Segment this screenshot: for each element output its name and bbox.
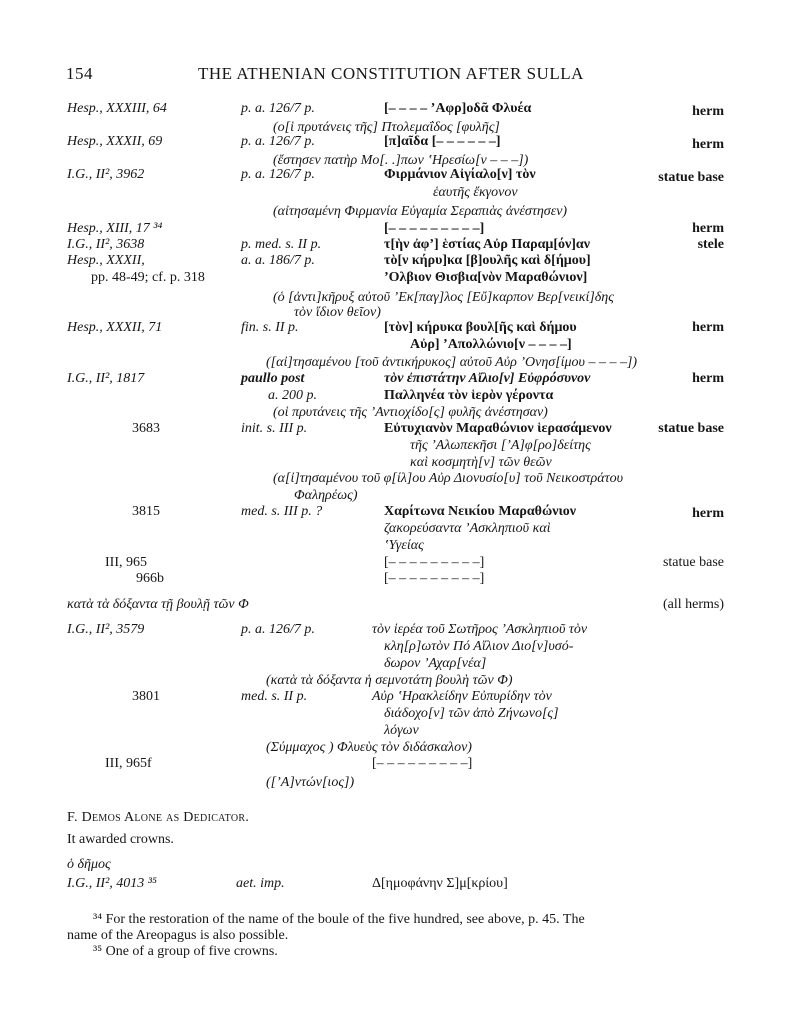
inscription-ref: Hesp., XXXII, bbox=[67, 253, 145, 268]
inscription-ref: I.G., II², 3962 bbox=[67, 167, 145, 182]
inscription-ref: III, 965f bbox=[105, 756, 152, 771]
monument-type: herm bbox=[692, 104, 724, 119]
inscription-ref: 3683 bbox=[132, 421, 160, 436]
inscription-date: fin. s. II p. bbox=[241, 320, 299, 335]
dedicator-line: (ἔστησεν πατὴρ Μο[. .]πων ʽΗρεσίω[ν – – –]) bbox=[273, 153, 529, 168]
dedicator-line: (ὁ [ἀντι]κῆρυξ αὐτοῦ ʼΕκ[παγ]λος [Εὔ]καρπον Βερ[νεικί]δης bbox=[273, 290, 614, 305]
monument-type: statue base bbox=[658, 421, 724, 436]
dedicator-line-cont: Φαληρέως) bbox=[294, 488, 358, 503]
monument-type: herm bbox=[692, 221, 724, 236]
inscription-text: τὸν ἐπιστάτην Αἴλιο[ν] Εὐφρόσυνον bbox=[384, 371, 591, 386]
inscription-ref: I.G., II², 1817 bbox=[67, 371, 145, 386]
inscription-text: [– – – – – – – – –] bbox=[372, 756, 473, 771]
inscription-text-cont: Παλληνέα τὸν ἱερὸν γέροντα bbox=[384, 388, 554, 403]
inscription-ref: III, 965 bbox=[105, 555, 147, 570]
inscription-date: p. a. 126/7 p. bbox=[241, 167, 315, 182]
section-title: F. Demos Alone as Dedicator. bbox=[67, 810, 250, 825]
monument-type: statue base bbox=[662, 555, 724, 570]
inscription-text: [π]αῖδα [– – – – – –] bbox=[384, 134, 501, 149]
inscription-date-cont: a. 200 p. bbox=[268, 388, 317, 403]
inscription-text-cont: τῆς ʼΑλωπεκῆσι [ʼΑ]φ[ρο]δείτης bbox=[410, 438, 591, 453]
dedicator-line: ([αἰ]τησαμένου [τοῦ ἀντικήρυκος] αὐτοῦ Αὐρ ʼΟνησ[ίμου – – – –]) bbox=[266, 355, 638, 370]
inscription-text-cont: διάδοχο[ν] τῶν ἀπὸ Ζήνωνο[ς] bbox=[384, 706, 559, 721]
inscription-ref: Hesp., XIII, 17 ³⁴ bbox=[67, 221, 163, 236]
dedicator-line: (ο[ἱ πρυτάνεις τῆς] Πτολεμαΐδος [φυλῆς] bbox=[273, 120, 500, 135]
inscription-text: τ[ὴν ἀφʼ] ἑστίας Αὐρ Παραμ[όν]αν bbox=[384, 237, 590, 252]
inscription-date: a. a. 186/7 p. bbox=[241, 253, 315, 268]
inscription-text: Δ[ημοφάνην Σ]μ[κρίου] bbox=[372, 876, 508, 891]
inscription-text: [– – – – ʼΑφρ]οδᾶ Φλυέα bbox=[384, 101, 532, 116]
monument-type: herm bbox=[692, 320, 724, 335]
monument-type: (all herms) bbox=[662, 597, 724, 612]
section-greek-heading: ὁ δῆμος bbox=[67, 857, 111, 872]
inscription-text: [– – – – – – – – –] bbox=[384, 555, 485, 570]
inscription-text-cont: ζακορεύσαντα ʼΑσκληπιοῦ καὶ bbox=[384, 521, 551, 536]
inscription-date: p. a. 126/7 p. bbox=[241, 101, 315, 116]
footnote-marker: ³⁴ bbox=[93, 912, 103, 927]
footnote-34 bbox=[93, 912, 585, 928]
inscription-date: med. s. III p. ? bbox=[241, 504, 323, 519]
dedicator-line: (Σύμμαχος ) Φλυεὺς τὸν διδάσκαλον) bbox=[266, 740, 472, 755]
dedicator-line: (οἱ πρυτάνεις τῆς ʼΑντιοχίδο[ς] φυλῆς ἀνέστησαν) bbox=[273, 405, 548, 420]
inscription-text-cont: ἑαυτῆς ἔκγονον bbox=[433, 185, 518, 200]
inscription-ref: 3815 bbox=[132, 504, 160, 519]
inscription-ref: I.G., II², 3579 bbox=[67, 622, 145, 637]
footnote-text: One of a group of five crowns. bbox=[105, 944, 278, 959]
section-intro: It awarded crowns. bbox=[67, 832, 174, 847]
inscription-ref: I.G., II², 3638 bbox=[67, 237, 145, 252]
inscription-ref: Hesp., XXXIII, 64 bbox=[67, 101, 167, 116]
inscription-text-cont: ʼΟλβιον Θισβια[νὸν Μαραθώνιον] bbox=[384, 270, 588, 285]
dedicator-line: (κατὰ τὰ δόξαντα ἡ σεμνοτάτη βουλὴ τῶν Φ) bbox=[266, 673, 513, 688]
dedicator-line-cont: τὸν ἴδιον θεῖον) bbox=[294, 305, 381, 320]
inscription-text: τὸ[ν κήρυ]κα [β]ουλῆς καὶ δ[ήμου] bbox=[384, 253, 591, 268]
dedicator-line: (αἰτησαμένη Φιρμανία Εὐγαμία Σεραπιὰς ἀνέστησεν) bbox=[273, 204, 568, 219]
inscription-date: init. s. III p. bbox=[241, 421, 308, 436]
inscription-date: aet. imp. bbox=[236, 876, 285, 891]
page-number: 154 bbox=[66, 64, 93, 83]
inscription-ref: 3801 bbox=[132, 689, 160, 704]
footnote-marker: ³⁵ bbox=[93, 944, 103, 959]
inscription-text-cont: λόγων bbox=[384, 723, 419, 738]
monument-type: herm bbox=[692, 137, 724, 152]
inscription-ref: Hesp., XXXII, 69 bbox=[67, 134, 163, 149]
inscription-text: τὸν ἱερέα τοῦ Σωτῆρος ʼΑσκληπιοῦ τὸν bbox=[372, 622, 588, 637]
inscription-text: Φιρμάνιον Αἰγίαλο[ν] τὸν bbox=[384, 167, 536, 182]
inscription-text: [– – – – – – – – –] bbox=[384, 221, 485, 236]
inscription-ref-cont: pp. 48-49; cf. p. 318 bbox=[91, 270, 205, 285]
inscription-text-cont: Αὐρ] ʼΑπολλώνιο[ν – – – –] bbox=[410, 337, 572, 352]
inscription-date: paullo post bbox=[241, 371, 305, 386]
inscription-date: p. med. s. II p. bbox=[241, 237, 322, 252]
footnote-35 bbox=[93, 944, 278, 960]
monument-type: herm bbox=[692, 506, 724, 521]
group-heading: κατὰ τὰ δόξαντα τῇ βουλῇ τῶν Φ bbox=[67, 597, 249, 612]
running-title: THE ATHENIAN CONSTITUTION AFTER SULLA bbox=[198, 64, 584, 83]
footnote-34-cont: name of the Areopagus is also possible. bbox=[67, 928, 289, 943]
inscription-text-cont: δωρον ʼΑχαρ[νέα] bbox=[384, 656, 487, 671]
inscription-date: p. a. 126/7 p. bbox=[241, 134, 315, 149]
inscription-text: [– – – – – – – – –] bbox=[384, 571, 485, 586]
inscription-ref: 966b bbox=[136, 571, 164, 586]
inscription-ref: I.G., II², 4013 ³⁵ bbox=[67, 876, 157, 891]
dedicator-line: ([ʼΑ]ντών[ιος]) bbox=[266, 775, 355, 790]
inscription-text-cont: ʽΥγείας bbox=[384, 538, 424, 553]
monument-type: stele bbox=[697, 237, 724, 252]
inscription-text-cont: καὶ κοσμητὴ[ν] τῶν θεῶν bbox=[410, 455, 552, 470]
monument-type: statue base bbox=[658, 170, 724, 185]
inscription-ref: Hesp., XXXII, 71 bbox=[67, 320, 163, 335]
inscription-date: med. s. II p. bbox=[241, 689, 308, 704]
inscription-text: Εὐτυχιανὸν Μαραθώνιον ἱερασάμενον bbox=[384, 421, 612, 436]
footnote-text: For the restoration of the name of the boule of the five hundred, see above, p. 45. The bbox=[105, 912, 585, 927]
dedicator-line: (α[ἰ]τησαμένου τοῦ φ[ίλ]ου Αὐρ Διονυσίο[υ] τοῦ Νεικοστράτου bbox=[273, 471, 624, 486]
inscription-date: p. a. 126/7 p. bbox=[241, 622, 315, 637]
monument-type: herm bbox=[692, 371, 724, 386]
inscription-text-cont: κλη[ρ]ωτὸν Πό Αἴλιον Διο[ν]υσό- bbox=[384, 639, 574, 654]
inscription-text: [τὸν] κήρυκα βουλ[ῆς καὶ δήμου bbox=[384, 320, 577, 335]
inscription-text: Χαρίτωνα Νεικίου Μαραθώνιον bbox=[384, 504, 577, 519]
inscription-text: Αὐρ ʽΗρακλείδην Εὐπυρίδην τὸν bbox=[372, 689, 552, 704]
